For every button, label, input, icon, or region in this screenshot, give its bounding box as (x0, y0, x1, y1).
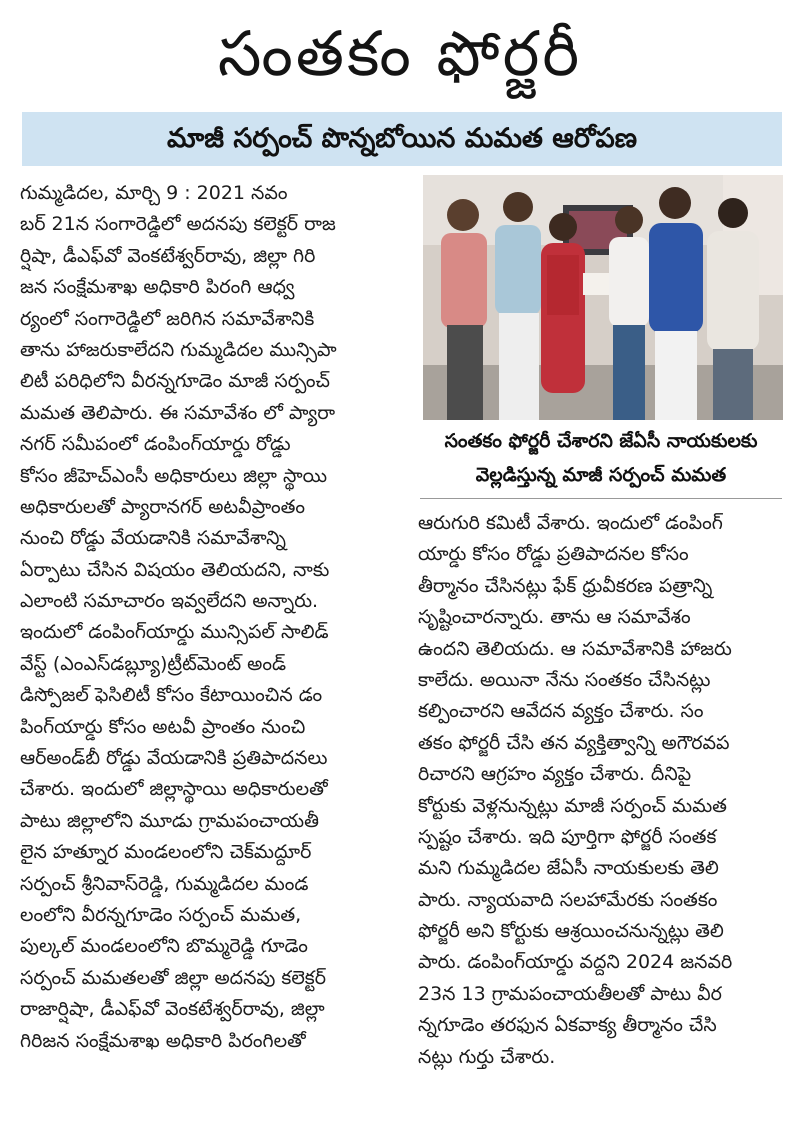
article-line: కాలేదు. అయినా నేను సంతకం చేసినట్లు (418, 668, 711, 691)
article-line: అధికారులతో ప్యారానగర్ అటవీప్రాంతం (20, 495, 306, 518)
article-line: ఫోర్జరీ అని కోర్టుకు ఆశ్రయించనున్నట్లు తెలి (418, 920, 724, 943)
article-line: ఏర్పాటు చేసిన విషయం తెలియదని, నాకు (20, 558, 330, 581)
article-line: సృష్టించారన్నారు. తాను ఆ సమావేశం (418, 606, 691, 629)
article-line: రాజార్షిషా, డీఎఫ్‌వో వెంకటేశ్వర్‌రావు, జిల్లా (20, 998, 325, 1021)
article-line: తాను హాజరుకాలేదని గుమ్మడిదల మున్సిపా (20, 338, 337, 361)
article-body-left (20, 178, 392, 1118)
article-line: పారు. న్యాయవాది సలహామేరకు సంతకం (418, 888, 718, 911)
article-line: ఆరుగురి కమిటీ వేశారు. ఇందులో డంపింగ్ (418, 512, 723, 534)
article-line: నట్లు గుర్తు చేశారు. (418, 1045, 556, 1068)
article-line: మమత తెలిపారు. ఈ సమావేశం లో ప్యారా (20, 401, 336, 424)
article-line: గిరిజన సంక్షేమశాఖ అధికారి పిరంగిలతో (20, 1029, 306, 1052)
article-line: సర్పంచ్ మమతలతో జిల్లా అదనపు కలెక్టర్ (20, 966, 326, 989)
article-line: డిస్పోజల్ ఫెసిలిటీ కోసం కేటాయించిన డం (20, 684, 323, 707)
article-line: జన సంక్షేమశాఖ అధికారి పిరంగి ఆధ్వ (20, 276, 295, 299)
group-photo-illustration (423, 175, 783, 420)
article-line: మని గుమ్మడిదల జేఏసీ నాయకులకు తెలి (418, 857, 719, 880)
article-line: లిటీ పరిధిలోని వీరన్నగూడెం మాజీ సర్పంచ్ (20, 370, 330, 393)
article-line: పింగ్‌యార్డు కోసం అటవీ ప్రాంతం నుంచి (20, 715, 306, 738)
article-line: లైన హత్నూర మండలంలోని చెక్‌మద్దూర్ (20, 841, 312, 864)
article-line: కోర్టుకు వెళ్లనున్నట్లు మాజీ సర్పంచ్ మమత (418, 794, 727, 817)
article-line: పుల్కల్ మండలంలోని బొమ్మరెడ్డి గూడెం (20, 935, 308, 958)
article-line: సర్పంచ్ శ్రీనివాస్‌రెడ్డి, గుమ్మడిదల మండ (20, 872, 309, 895)
article-line: లంలోని వీరన్నగూడెం సర్పంచ్ మమత, (20, 903, 302, 926)
photo-caption-line-1: సంతకం ఫోర్జరీ చేశారని జేఏసీ నాయకులకు (444, 430, 758, 452)
article-line: ర్షిషా, డీఎఫ్‌వో వెంకటేశ్వర్‌రావు, జిల్లా గిరి (20, 244, 316, 267)
article-line: తీర్మానం చేసినట్లు ఫేక్ ధ్రువీకరణ పత్రాన్ని (418, 574, 713, 597)
photo-caption (418, 424, 784, 496)
article-line: ఎలాంటి సమాచారం ఇవ్వలేదని అన్నారు. (20, 590, 319, 613)
article-line: చేశారు. ఇందులో జిల్లాస్థాయి అధికారులతో (20, 778, 328, 801)
article-line: రిచారని ఆగ్రహం వ్యక్తం చేశారు. దీనిపై (418, 763, 692, 786)
headline: సంతకం ఫోర్జరీ (217, 17, 583, 90)
article-line: న్నగూడెం తరఫున ఏకవాక్య తీర్మానం చేసి (418, 1014, 717, 1037)
article-line: ఇందులో డంపింగ్‌యార్డు మున్సిపల్ సాలిడ్ (20, 621, 329, 644)
article-line: గుమ్మడిదల, మార్చి 9 : 2021 నవం (20, 182, 288, 204)
article-line: కోసం జీహెచ్‌ఎంసీ అధికారులు జిల్లా స్థాయి (20, 464, 328, 487)
article-line: బర్ 21న సంగారెడ్డిలో అదనపు కలెక్టర్ రాజ (20, 213, 336, 236)
article-line: నుంచి రోడ్డు వేయడానికి సమావేశాన్ని (20, 527, 286, 550)
article-line: ఆర్‌అండ్‌బీ రోడ్డు వేయడానికి ప్రతిపాదనలు (20, 747, 328, 770)
article-line: పారు. డంపింగ్‌యార్డు వద్దని 2024 జనవరి (418, 951, 733, 974)
news-photo (423, 175, 783, 420)
article-line: తకం ఫోర్జరీ చేసి తన వ్యక్తిత్వాన్ని అగౌరవప (418, 731, 730, 754)
article-line: యార్డు కోసం రోడ్డు ప్రతిపాదనల కోసం (418, 543, 689, 566)
article-line: స్పష్టం చేశారు. ఇది పూర్తిగా ఫోర్జరీ సంతక (418, 825, 717, 848)
article-line: 23న 13 గ్రామపంచాయతీలతో పాటు వీర (418, 982, 722, 1005)
article-line: వేస్ట్ (ఎంఎస్‌డబ్ల్యూ)ట్రీట్‌మెంట్ అండ్ (20, 652, 287, 675)
caption-divider (420, 498, 782, 499)
article-line: కల్పించారని ఆవేదన వ్యక్తం చేశారు. సం (418, 700, 704, 723)
subheadline: మాజీ సర్పంచ్ పొన్నబోయిన మమత ఆరోపణ (22, 112, 782, 166)
photo-caption-line-2: వెల్లడిస్తున్న మాజీ సర్పంచ్ మమత (475, 464, 727, 486)
article-line: నగర్ సమీపంలో డంపింగ్‌యార్డు రోడ్డు (20, 433, 291, 456)
article-line: పాటు జిల్లాలోని మూడు గ్రామపంచాయతీ (20, 809, 319, 832)
article-body-right (418, 508, 784, 1118)
article-line: ఉందని తెలియదు. ఆ సమావేశానికి హాజరు (418, 637, 732, 660)
article-line: ర్యంలో సంగారెడ్డిలో జరిగిన సమావేశానికి (20, 307, 315, 330)
